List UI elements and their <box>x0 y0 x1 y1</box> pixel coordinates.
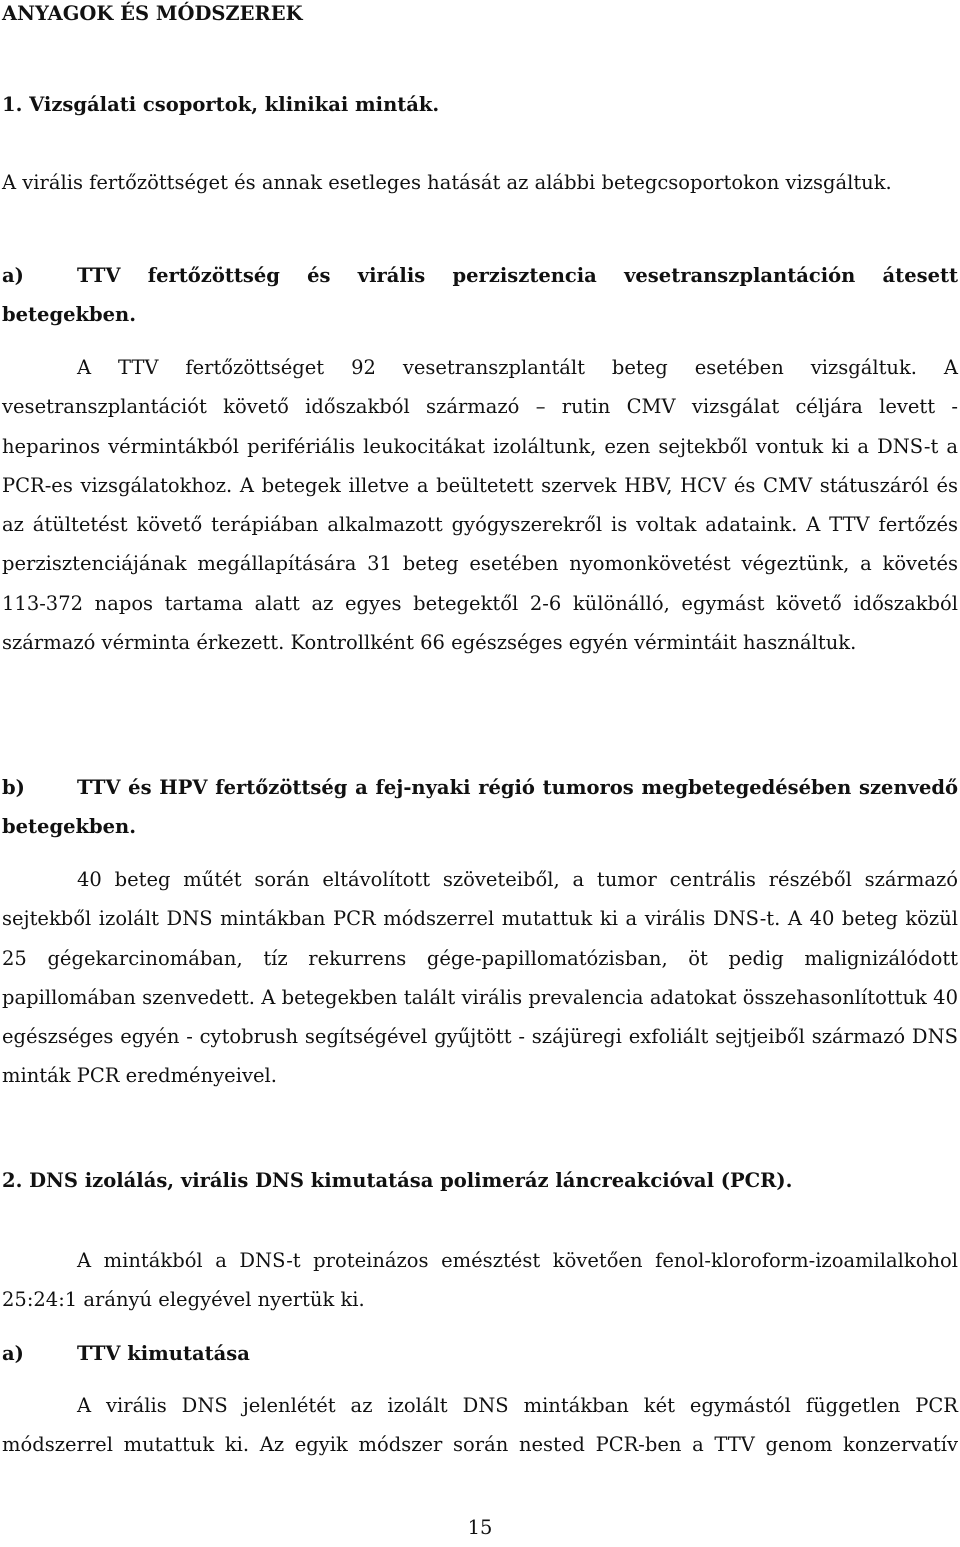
subsection-b-label: b) <box>2 776 25 799</box>
section-2-paragraph: A mintákból a DNS-t proteinázos emésztést követően fenol-kloroform-izoamilalkohol 25:24:1 arányú elegyével nyertük ki. <box>2 1249 958 1312</box>
subsection-2a-title <box>2 1334 958 1373</box>
subsection-b-title-text: TTV és HPV fertőzöttség a fej-nyaki régió tumoros megbetegedésében szenvedő betegekben. <box>2 776 958 839</box>
section-2-title: 2. DNS izolálás, virális DNS kimutatása polimeráz láncreakcióval (PCR). <box>2 1169 793 1192</box>
subsection-a-paragraph: A TTV fertőzöttséget 92 vesetranszplantált beteg esetében vizsgáltuk. A vesetranszplantációt követő időszakból származó – rutin CMV vizsgálat céljára levett - heparinos vérmintákból perifériális leukocitákat izoláltunk, ezen sejtekből vontuk ki a DNS-t a PCR-es vizsgálatokhoz. A betegek illetve a beültetett szervek HBV, HCV és CMV státuszáról és az átültetést követő terápiában alkalmazott gyógyszerekről is voltak adataink. A TTV fertőzés perzisztenciájának megállapítására 31 beteg esetében nyomonkövetést végeztünk, a követés 113-372 napos tartama alatt az egyes betegektől 2-6 különálló, egymást követő időszakból származó vérminta érkezett. Kontrollként 66 egészséges egyén vérmintáit használtuk. <box>2 356 958 655</box>
section-1-title: 1. Vizsgálati csoportok, klinikai minták. <box>2 93 440 116</box>
subsection-2a-paragraph: A virális DNS jelenlétét az izolált DNS mintákban két egymástól független PCR módszerrel mutattuk ki. Az egyik módszer során nested PCR-ben a TTV genom konzervatív <box>2 1394 958 1457</box>
document-heading: ANYAGOK ÉS MÓDSZEREK <box>2 2 303 25</box>
subsection-a-title <box>2 256 958 335</box>
subsection-2a-label: a) <box>2 1342 24 1365</box>
section-1-intro: A virális fertőzöttséget és annak esetleges hatását az alábbi betegcsoportokon vizsgáltuk. <box>2 171 892 194</box>
subsection-a-title-text: TTV fertőzöttség és virális perzisztencia vesetranszplantáción átesett betegekben. <box>2 264 958 327</box>
subsection-b-paragraph: 40 beteg műtét során eltávolított szöveteiből, a tumor centrális részéből származó sejtekből izolált DNS mintákban PCR módszerrel mutattuk ki a virális DNS-t. A 40 beteg közül 25 gégekarcinomában, tíz rekurrens gége-papillomatózisban, öt pedig malignizálódott papillomában szenvedett. A betegekben talált virális prevalencia adatokat összehasonlítottuk 40 egészséges egyén - cytobrush segítségével gyűjtött - szájüregi exfoliált sejtjeiből származó DNS minták PCR eredményeivel. <box>2 868 958 1088</box>
subsection-2a-title-text: TTV kimutatása <box>77 1342 250 1365</box>
page-number: 15 <box>467 1516 493 1539</box>
subsection-a-label: a) <box>2 264 24 287</box>
subsection-b-title <box>2 768 958 847</box>
